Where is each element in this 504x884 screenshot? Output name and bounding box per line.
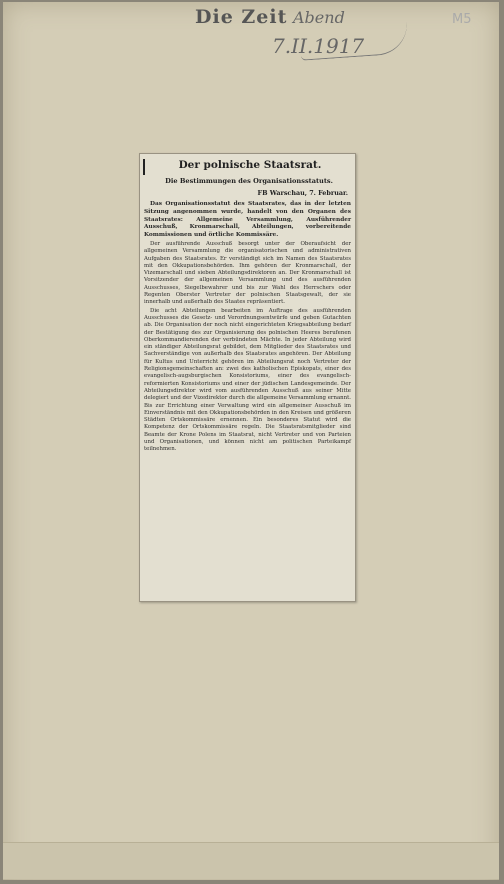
newspaper-masthead: Die Zeit xyxy=(195,6,288,28)
sheet-bottom-edge xyxy=(3,842,499,879)
article-subhead: Die Bestimmungen des Organisationsstatuts. xyxy=(165,177,333,185)
margin-bar xyxy=(143,159,145,175)
article-headline: Der polnische Staatsrat. xyxy=(178,159,322,171)
archive-mark: M5 xyxy=(452,12,472,27)
article-paragraph: Die acht Abteilungen bearbeiten im Auftrage des ausführenden Ausschusses die Gesetz- und Verordnungsentwürfe und geben Gutachten ab. Die Organisation der noch nicht eingerichteten Kriegsabteilung bedarf der Bestätigung des zur Organisierung des polnischen Heeres berufenen Oberkommandierenden der verbündeten Mächte. In jeder Abteilung wird ein ständiger Abteilungsrat gebildet, dem Mitglieder des Staatsrates und Sachverständige von außerhalb des Staatsrates angehören. Der Abteilung für Kultus und Unterricht gehören im Abteilungsrat noch Vertreter der Religionsgemeinschaften an: zwei des katholischen Episkopats, einer des evangelisch-augsburgischen Konsistoriums, einer des evangelisch-reformierten Konsistoriums und einer der jüdischen Landesgemeinde. Der Abteilungsdirektor wird vom ausführenden Ausschuß aus seiner Mitte delegiert und der Vizedirektor durch die allgemeine Versammlung ernannt. Bis zur Errichtung einer Verwaltung wird ein allgemeiner Ausschuß im Einverständnis mit den Okkupationsbehörden in den Kreisen und größeren Städten Ortskommissäre ernennen. Ein besonderes Statut wird die Kompetenz der Ortskommissäre regeln. Die Staatsratsmitglieder sind Beamte der Krone Polens im Staatsrat, nicht Vertreter und von Parteien und Organisationen, und können nicht am politischen Parteikampf teilnehmen. xyxy=(144,307,351,453)
article-body xyxy=(144,201,351,455)
handwritten-date: 7.II.1917 xyxy=(272,34,365,58)
article-paragraph: Das Organisationsstatut des Staatsrates, das in der letzten Sitzung angenommen wurde, handelt von den Organen des Staatsrates: Allgemeine Versammlung, Ausführender Ausschuß, Kronmarschall, Abteilungen, vorbereitende Kommissionen und örtliche Kommissäre. xyxy=(144,201,351,239)
article-paragraph: Der ausführende Ausschuß besorgt unter der Oberaufsicht der allgemeinen Versammlung die organisatorischen und administrativen Aufgaben des Staatsrates. Er verständigt sich im Namen des Staatsrates mit den Okkupationsbehörden. Ihm gehören der Kronmarschall, der Vizemarschall und sieben Abteilungsdirektoren an. Der Kronmarschall ist Vorsitzender der allgemeinen Versammlung und des ausführenden Ausschusses, Siegelbewahrer und bis zur Wahl des Herrschers oder Regenten Oberster Vertreter der polnischen Staatsgewalt, der sie innerhalb und außerhalb des Staates repräsentiert. xyxy=(144,240,351,306)
handwritten-edition: Abend xyxy=(293,8,345,27)
newspaper-clipping xyxy=(139,153,356,602)
article-dateline: FB Warschau, 7. Februar. xyxy=(257,189,348,197)
